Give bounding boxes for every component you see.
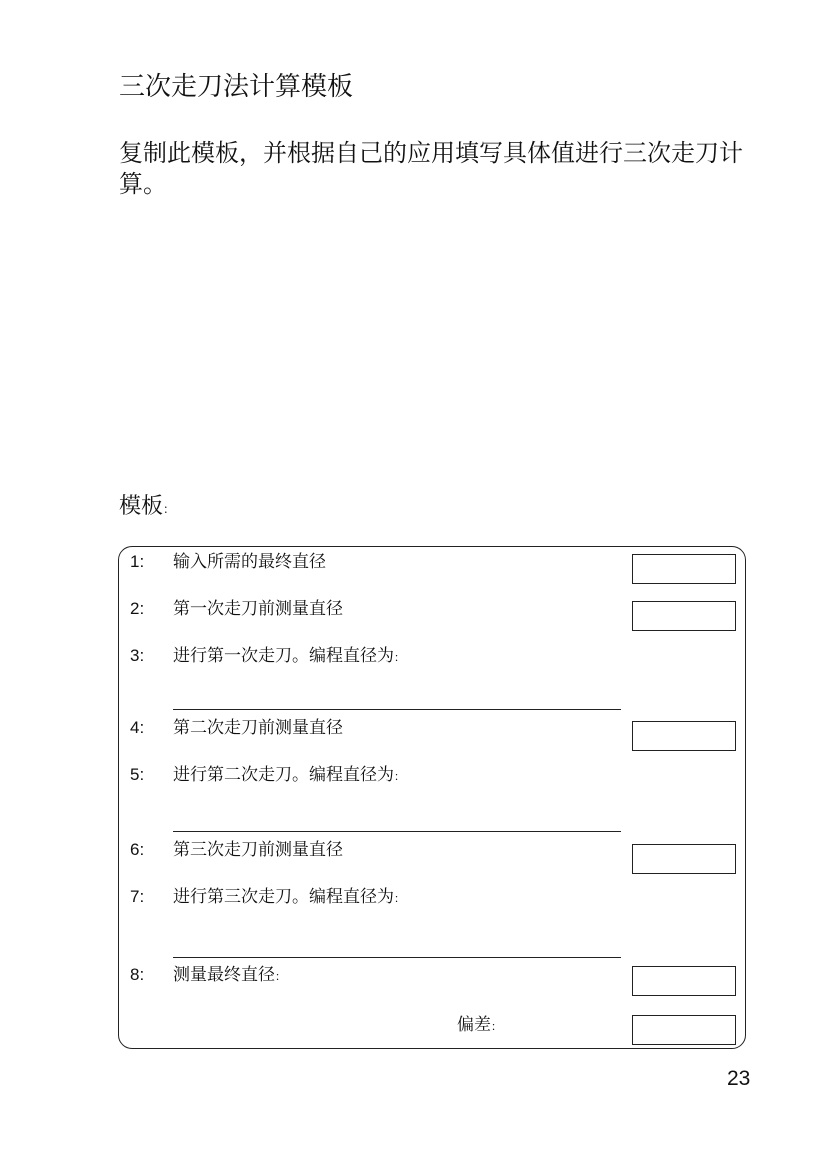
- step-label: 测量最终直径: [173, 965, 275, 985]
- step-number: 4:: [130, 718, 145, 737]
- intro-paragraph: 复制此模板，并根据自己的应用填写具体值进行三次走刀计算。: [119, 139, 743, 198]
- step-text: [173, 839, 343, 861]
- step-text: [173, 964, 286, 988]
- step-colon: ：: [394, 892, 405, 905]
- step-number: 7:: [130, 887, 145, 906]
- program-pass3-line[interactable]: [173, 957, 621, 958]
- template-label: 模板: [119, 494, 164, 519]
- step-colon: ：: [394, 770, 405, 783]
- step-text: [173, 886, 405, 910]
- step-label: 第二次走刀前测量直径: [173, 718, 343, 738]
- deviation-label: [457, 1014, 502, 1038]
- measure-before-pass1-field[interactable]: [632, 601, 736, 631]
- step-number: 5:: [130, 765, 145, 784]
- measure-before-pass2-field[interactable]: [632, 721, 736, 751]
- step-colon: ：: [275, 970, 286, 983]
- program-pass1-line[interactable]: [173, 709, 621, 710]
- step-text: [173, 764, 405, 788]
- step-text: [173, 645, 405, 669]
- step-label: 第一次走刀前测量直径: [173, 599, 343, 619]
- template-label-colon: ：: [163, 502, 176, 516]
- step-label: 第三次走刀前测量直径: [173, 840, 343, 860]
- deviation-text: 偏差: [457, 1015, 491, 1035]
- step-label: 输入所需的最终直径: [173, 552, 326, 572]
- step-number: 6:: [130, 840, 145, 859]
- page-title: 三次走刀法计算模板: [119, 72, 354, 102]
- final-measured-field[interactable]: [632, 966, 736, 996]
- step-label: 进行第一次走刀。编程直径为: [173, 646, 394, 666]
- step-label: 进行第三次走刀。编程直径为: [173, 887, 394, 907]
- step-number: 1:: [130, 552, 145, 571]
- deviation-field[interactable]: [632, 1015, 736, 1045]
- step-text: [173, 551, 326, 573]
- page-number: 23: [727, 1067, 751, 1090]
- template-heading: [119, 492, 175, 524]
- step-text: [173, 717, 343, 739]
- measure-before-pass3-field[interactable]: [632, 844, 736, 874]
- step-text: [173, 598, 343, 620]
- step-number: 8:: [130, 965, 145, 984]
- final-diameter-field[interactable]: [632, 554, 736, 584]
- step-colon: ：: [394, 651, 405, 664]
- step-label: 进行第二次走刀。编程直径为: [173, 765, 394, 785]
- step-number: 2:: [130, 599, 145, 618]
- program-pass2-line[interactable]: [173, 831, 621, 832]
- step-number: 3:: [130, 646, 145, 665]
- deviation-colon: ：: [491, 1020, 502, 1033]
